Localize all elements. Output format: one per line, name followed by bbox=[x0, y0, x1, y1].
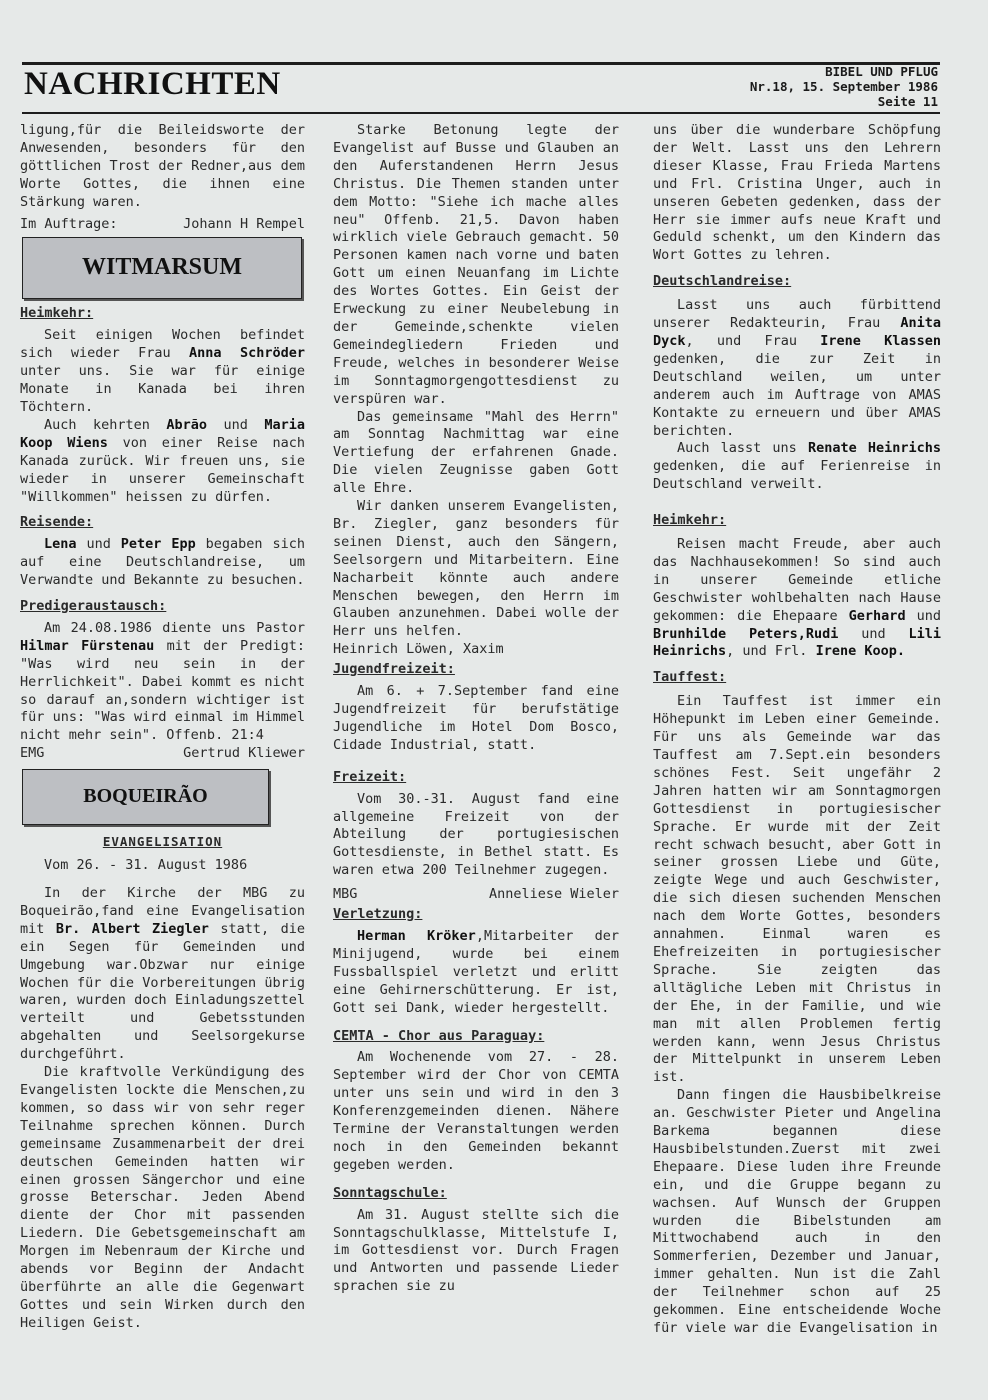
jugendfreizeit-paragraph: Am 6. + 7.September fand eine Jugendfreizeit für berufstätige Jugendliche im Hotel Dom Bosco, Cidade Industrial, statt. bbox=[333, 683, 619, 753]
predigeraustausch-signature bbox=[20, 745, 305, 763]
evangelisation-continued-paragraph: Starke Betonung legte der Evangelist auf Busse und Glauben an den Auferstandenen Herrn Jesus Christus. Die Themen standen unter dem Motto: "Siehe ich mache alles neu" Offenb. 21,5. Davon haben wirklich viele Gebrauch gemacht. 50 Personen kamen nach vorne und baten Gott um einen Neuanfang im Lichte des Wortes Gottes. Ein Geist der Erweckung zu einer Neubelebung in der Gemeinde,schenkte vielen Gemeindegliedern Frieden und Freude, welches in besonderer Weise im Sonntagmorgengottesdienst zu verspüren war. bbox=[333, 122, 619, 407]
heimkehr-paragraph-2 bbox=[20, 417, 305, 507]
text: und bbox=[207, 416, 265, 433]
sonntagschule-paragraph: Am 31. August stellte sich die Sonntagschulklasse, Mittelstufe I, im Gottesdienst vor. Durch Fragen und Antworten und passende Lieder sprachen sie zu bbox=[333, 1206, 619, 1295]
freizeit-heading: Freizeit: bbox=[333, 768, 407, 785]
person-name: Irene Koop. bbox=[815, 643, 905, 660]
text: und bbox=[905, 607, 941, 624]
masthead-bottom-rule bbox=[22, 112, 940, 114]
person-name: Anna Schröder bbox=[189, 345, 305, 362]
text: unter uns. Sie war für einige Monate in Kanada bei ihren Töchtern. bbox=[20, 363, 305, 415]
freizeit-signature bbox=[333, 886, 619, 904]
heimkehr-heading-2: Heimkehr: bbox=[653, 512, 727, 529]
evangelisation-heading: EVANGELISATION bbox=[102, 834, 223, 850]
person-name: Peter Epp bbox=[120, 536, 196, 553]
text: begaben sich auf eine Deutschlandreise, um Verwandte und Bekannte zu besuchen. bbox=[20, 536, 305, 589]
person-name: Br. Albert Ziegler bbox=[55, 920, 209, 937]
text: gedenken, die zur Zeit in Deutschland weilen, um unter anderem auch im Auftrage von AMAS Kontakte zu erneuern und über AMAS berichten. bbox=[653, 350, 941, 439]
person-name: Hilmar Fürstenau bbox=[20, 637, 155, 654]
text: und bbox=[76, 536, 121, 553]
verletzung-paragraph bbox=[333, 928, 619, 1018]
tauffest-heading: Tauffest: bbox=[653, 669, 727, 686]
boqueirao-banner: BOQUEIRÃO bbox=[22, 769, 269, 825]
heimkehr-heading: Heimkehr: bbox=[20, 305, 94, 322]
text: Reisen macht Freude, aber auch das Nachhausekommen! So sind auch in unserer Gemeinde etliche Geschwister wohlbehalten nach Hause gekommen: die Ehepaare bbox=[653, 536, 941, 624]
evangelisation-dates: Vom 26. - 31. August 1986 bbox=[44, 857, 248, 874]
text: Auch lasst uns bbox=[677, 440, 808, 457]
author-signature: Heinrich Löwen, Xaxim bbox=[333, 641, 504, 658]
column-2 bbox=[333, 122, 619, 1296]
text: , und Frl. bbox=[726, 643, 816, 660]
text: Lasst uns auch fürbittend unserer Redakteurin, Frau bbox=[653, 297, 941, 332]
page-number: Seite 11 bbox=[877, 94, 938, 109]
deutschlandreise-heading: Deutschlandreise: bbox=[653, 273, 792, 290]
masthead-title: NACHRICHTEN bbox=[24, 66, 281, 102]
signature-line bbox=[20, 216, 305, 234]
evangelisation-paragraph-1 bbox=[20, 885, 305, 1064]
text: von einer Reise nach Kanada zurück. Wir freuen uns, sie wieder in unserer Gemeinschaft "Willkommen" heissen zu dürfen. bbox=[20, 434, 305, 505]
jugendfreizeit-heading: Jugendfreizeit: bbox=[333, 661, 455, 678]
text: Auch kehrten bbox=[44, 416, 167, 433]
text: , und Frau bbox=[685, 332, 821, 349]
freizeit-paragraph: Vom 30.-31. August fand eine allgemeine Freizeit von der Abteilung der portugiesischen Gottesdienste, in Bethel statt. Es waren etwa 200 Teilnehmer zugegen. bbox=[333, 790, 619, 879]
text: ,Mitarbeiter der Minijugend, wurde bei einem Fussballspiel verletzt und erlitt eine Gehirnerschütterung. Er ist, Gott sei Dank, wieder hergestellt. bbox=[333, 927, 619, 1016]
abendmahl-paragraph: Das gemeinsame "Mahl des Herrn" am Sonntag Nachmittag war eine Vertiefung der erfahrenen Gnade. Die vielen Zeugnisse gaben Gott alle Ehre. bbox=[333, 408, 619, 497]
heimkehr-paragraph-3 bbox=[653, 536, 941, 661]
verletzung-heading: Verletzung: bbox=[333, 906, 423, 923]
cemta-paragraph: Am Wochenende vom 27. - 28. September wird der Chor von CEMTA unter uns sein und wird in den 3 Konferenzgemeinden dienen. Nähere Termine der Veranstaltungen werden noch in den Gemeinden bekannt gegeben werden. bbox=[333, 1049, 619, 1173]
spacer bbox=[20, 875, 305, 885]
heimkehr-paragraph-1 bbox=[20, 327, 305, 417]
predigeraustausch-paragraph bbox=[20, 620, 305, 745]
sonntagschule-heading: Sonntagschule: bbox=[333, 1184, 447, 1201]
witmarsum-banner: WITMARSUM bbox=[22, 237, 302, 299]
deutschlandreise-paragraph-2 bbox=[653, 440, 941, 494]
signature-name: Johann H Rempel bbox=[183, 215, 305, 232]
signature-label: Im Auftrage: bbox=[20, 215, 118, 232]
person-name: Irene Klassen bbox=[820, 332, 941, 349]
text: mit der Predigt: "Was wird neu sein in der Herrlichkeit". Dabei kommt es nicht so darauf an,sondern wichtiger ist für uns: "Was wird einmal im Himmel nicht mehr sein". Offenb. 21:4 bbox=[20, 637, 306, 744]
evangelisation-paragraph-2: Die kraftvolle Verkündigung des Evangelisten lockte die Menschen,zu kommen, so dass wir von sehr reger Teilnahme sprechen können. Durch gemeinsame Zusammenarbeit der drei deutschen Gemeinden hatten wir einen grossen Sängerchor und eine grosse Beterschar. Jeden Abend diente der Chor mit passenden Liedern. Die Gebetsgemeinschaft am Morgen im Nebenraum der Kirche und abends vor Beginn der Andacht überführte an alle die Gegenwart Gottes und sein Wirken durch den Heiligen Geist. bbox=[20, 1064, 305, 1331]
signature-label: MBG bbox=[333, 886, 358, 903]
signature-name: Gertrud Kliewer bbox=[183, 745, 305, 762]
tauffest-paragraph-2: Dann fingen die Hausbibelkreise an. Geschwister Pieter und Angelina Barkema begannen diese Hausbibelstunden.Zuerst mit zwei Ehepaare. Diese luden ihre Freunde ein, und die Gruppe begann zu wachsen. Auf Wunsch der Gruppen wurden die Bibelstunden am Mittwochabend auch in den Sommerferien, Dezember und Januar, immer gehalten. Nun ist die Zahl der Teilnehmer schon auf 25 gekommen. Eine entscheidende Woche für viele war die Evangelisation in bbox=[653, 1087, 941, 1336]
signature-name: Anneliese Wieler bbox=[488, 886, 619, 903]
reisende-heading: Reisende: bbox=[20, 514, 94, 531]
text: Seit einigen Wochen befindet sich wieder Frau bbox=[20, 327, 305, 362]
reisende-paragraph bbox=[20, 536, 305, 590]
text: gedenken, die auf Ferienreise in Deutschland verweilt. bbox=[653, 458, 941, 493]
text: In der Kirche der MBG zu Boqueirão,fand eine Evangelisation mit bbox=[20, 885, 305, 937]
text: und bbox=[838, 625, 909, 642]
publication-name: BIBEL UND PFLUG bbox=[825, 64, 938, 79]
person-name: Gerhard bbox=[848, 607, 906, 624]
column-1 bbox=[20, 122, 305, 1333]
person-name: Lili Heinrichs bbox=[653, 625, 942, 660]
column-3 bbox=[653, 122, 941, 1338]
person-name: Anita Dyck bbox=[653, 315, 941, 349]
predigeraustausch-heading: Predigeraustausch: bbox=[20, 598, 167, 615]
issue-info bbox=[750, 64, 938, 109]
tauffest-paragraph-1: Ein Tauffest ist immer ein Höhepunkt im Leben einer Gemeinde. Für uns als Gemeinde war das Tauffest am 7.Sept.ein besonders schönes Fest. Seit ungefähr 2 Jahren hatten wir am Sonntagmorgen Gottesdienst in portugiesischer Sprache. Er wurde mit der Zeit recht schwach besucht, aber Gott in seiner grossen Liebe und Güte, zeigte Wege und auch Geschwister, die sich diesen suchenden Menschen nach dem Worte Gottes, besonders annahmen. Einmal waren es Ehefreizeiten in portugiesischer Sprache. Sie zeigten das alltägliche Leben mit Christus in der Ehe, in der Familie, und wie man mit allen Problemen fertig werden kann, wenn Jesus Christus der Mittelpunkt in unserem Leben ist. bbox=[653, 693, 941, 1086]
person-name: Rudi bbox=[805, 625, 839, 642]
intro-paragraph: ligung,für die Beileidsworte der Anwesenden, besonders für den göttlichen Trost der Redner,aus dem Worte Gottes, die ihnen eine Stärkung waren. bbox=[20, 122, 305, 210]
issue-number: Nr.18, 15. September 1986 bbox=[749, 79, 938, 94]
person-name: Brunhilde Peters bbox=[653, 625, 798, 642]
signature-label: EMG bbox=[20, 745, 45, 762]
sonntagschule-continued-paragraph: uns über die wunderbare Schöpfung der Welt. Lasst uns den Lehrern dieser Klasse, Frau Frieda Martens und Frl. Cristina Unger, auch in unseren Gebeten gedenken, dass der Herr sie immer aufs neue Kraft und Geduld schenkt, um den Kindern das Wort Gottes zu lehren. bbox=[653, 122, 941, 264]
person-name: Maria Koop Wiens bbox=[20, 416, 305, 451]
person-name: Abrão bbox=[166, 416, 208, 433]
text: statt, die ein Segen für Gemeinden und Umgebung war.Obzwar nur einige Wochen für die Vorbereitungen übrig waren, wurden doch Einladungszettel verteilt und Gebetsstunden abgehalten und Seelsorgekurse durchgeführt. bbox=[20, 920, 306, 1063]
cemta-heading: CEMTA - Chor aus Paraguay: bbox=[333, 1027, 545, 1044]
person-name: Renate Heinrichs bbox=[807, 440, 942, 457]
dank-paragraph: Wir danken unserem Evangelisten, Br. Ziegler, ganz besonders für seinen Dienst, auch den Sängern, Seelsorgern und Mitarbeitern. Eine Nacharbeit könnte auch andere Menschen bewegen, den Herrn im Glauben anzunehmen. Dabei wolle der Herr uns helfen. bbox=[333, 498, 619, 640]
deutschlandreise-paragraph-1 bbox=[653, 297, 941, 440]
text: Am 24.08.1986 diente uns Pastor bbox=[44, 619, 305, 636]
person-name: Lena bbox=[44, 536, 77, 553]
punctuation: , bbox=[797, 625, 806, 642]
person-name: Herman Kröker bbox=[357, 927, 476, 944]
